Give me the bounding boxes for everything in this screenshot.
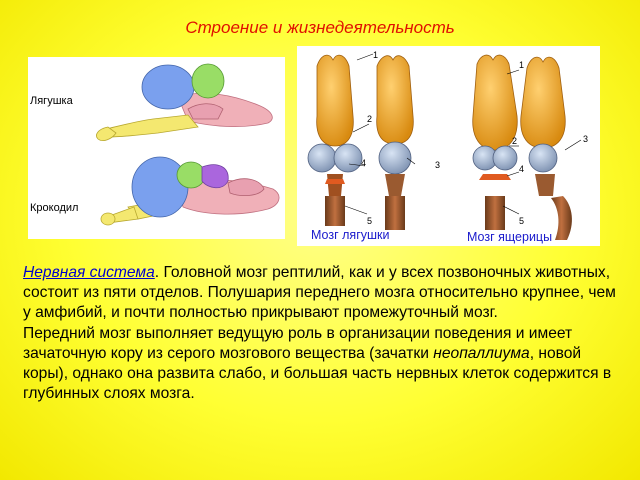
brain-anatomy-figure <box>297 46 600 246</box>
paragraph-2-text-a: Передний мозг выполняет ведущую роль в организации поведения и имеет зачаточную кору из серого мозгового вещества (зачатки <box>23 324 573 362</box>
crocodile-midbrain <box>177 162 205 188</box>
part-number-1: 1 <box>373 50 379 60</box>
brain-comparison-figure <box>28 57 285 239</box>
frog-brain-illustration <box>96 64 272 141</box>
lizard-part-number-5: 5 <box>519 216 525 226</box>
frog-brain-dorsal <box>308 55 362 226</box>
paragraph-2-text-b: , новой коры), однако она развита слабо, и большая часть нервных клеток содержится в глубинных слоях мозга. <box>23 344 612 403</box>
lizard-brain-ventral <box>521 57 572 240</box>
lizard-brain-caption: Мозг ящерицы <box>467 230 553 244</box>
body-text <box>23 263 623 404</box>
crocodile-label: Крокодил <box>30 202 79 214</box>
frog-label: Лягушка <box>30 95 73 107</box>
part-number-4: 4 <box>361 158 367 168</box>
frog-brain-ventral <box>377 56 414 230</box>
part-number-2: 2 <box>367 114 373 124</box>
paragraph-2 <box>23 324 623 405</box>
paragraph-1-text: . Головной мозг рептилий, как и у всех позвоночных животных, состоит из пяти отделов. Полушария переднего мозга относительно крупнее, чем у амфибий, и почти полностью прикрывают промежуточный мозг. <box>23 264 616 322</box>
paragraph-1 <box>23 263 623 324</box>
crocodile-cerebellum <box>202 165 228 188</box>
lizard-part-number-2: 2 <box>512 136 518 146</box>
part-number-5: 5 <box>367 216 373 226</box>
crocodile-forebrain <box>132 157 188 217</box>
crocodile-brain-illustration <box>101 157 279 225</box>
lizard-part-number-1: 1 <box>519 60 525 70</box>
part-number-3: 3 <box>435 160 441 170</box>
frog-forebrain <box>142 65 194 109</box>
lizard-brain-dorsal <box>473 55 518 230</box>
brain-anatomy-drawing <box>297 46 600 246</box>
lizard-part-number-4: 4 <box>519 164 525 174</box>
nervous-system-link[interactable]: Нервная система <box>23 264 155 281</box>
lizard-part-number-3: 3 <box>583 134 589 144</box>
slide-title: Строение и жизнедеятельность <box>185 18 455 37</box>
neopallium-term: неопаллиума <box>433 344 530 362</box>
frog-optic-lobe <box>192 64 224 98</box>
frog-brain-caption: Мозг лягушки <box>311 228 390 242</box>
